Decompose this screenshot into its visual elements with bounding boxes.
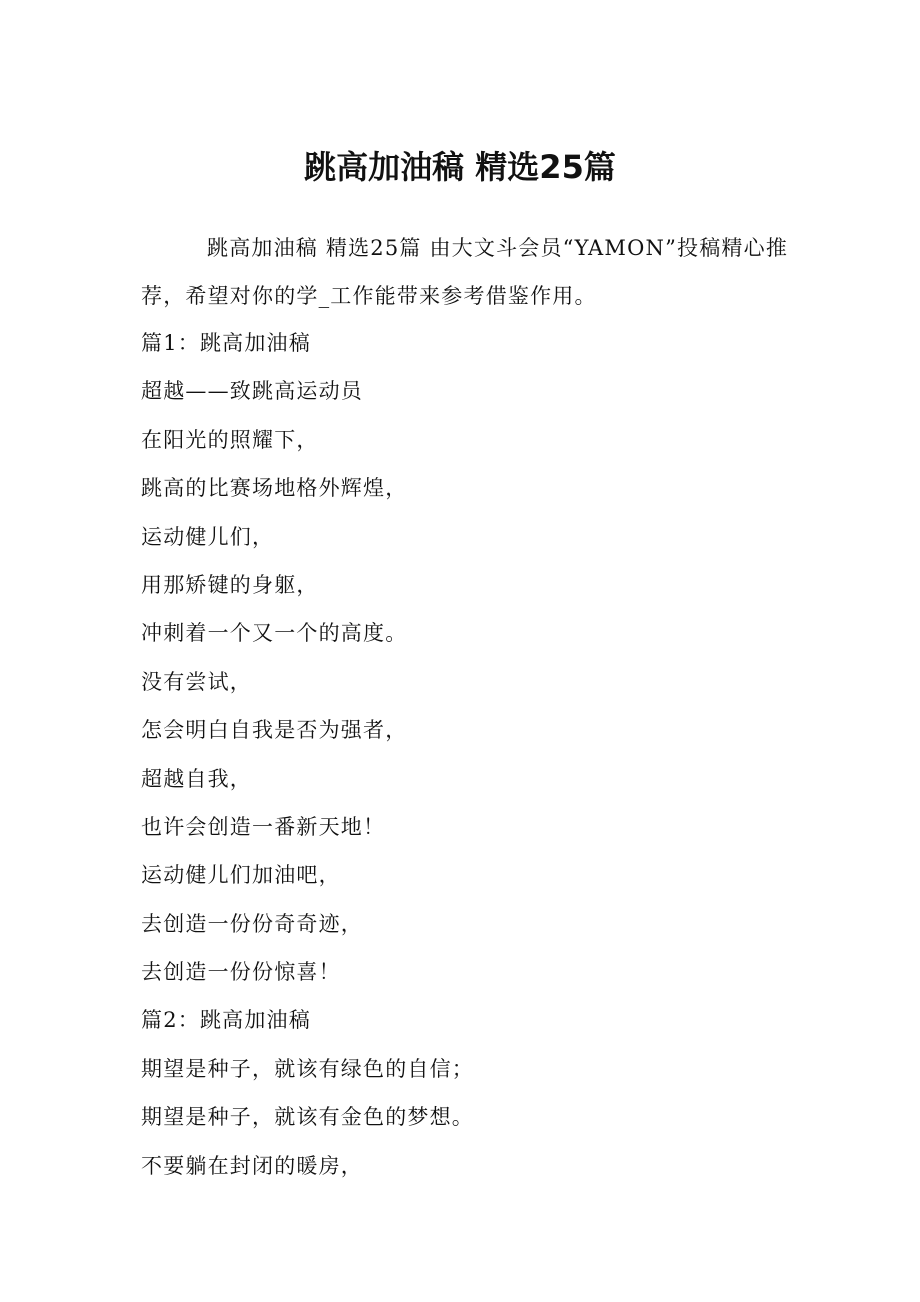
poem-lines [141,319,791,1190]
heading-part-2: 篇2：跳高加油稿 [141,1008,311,1033]
poem-line: 期望是种子，就该有绿色的自信； [141,1056,474,1081]
poem-line: 超越自我， [141,766,252,791]
document-title: 跳高加油稿 精选25篇 [304,148,616,186]
poem-line: 也许会创造一番新天地！ [141,814,386,839]
poem-subtitle: 超越——致跳高运动员 [141,379,363,404]
poem-line: 不要躺在封闭的暖房， [141,1153,363,1178]
poem-line: 冲刺着一个又一个的高度。 [141,621,408,646]
poem-line: 怎会明白自我是否为强者， [141,718,408,743]
heading-part-1: 篇1：跳高加油稿 [141,331,311,355]
poem-line: 去创造一份份奇奇迹， [141,911,363,936]
poem-line: 跳高的比赛场地格外辉煌， [141,476,408,501]
poem-line: 去创造一份份惊喜！ [141,960,341,985]
poem-line: 在阳光的照耀下， [141,427,319,452]
poem-line: 用那矫键的身躯， [141,572,319,597]
poem-line: 没有尝试， [141,669,252,694]
intro-paragraph: 跳高加油稿 精选25篇 由大文斗会员“YAMON”投稿精心推荐，希望对你的学_工作能带来参考借鉴作用。 [141,236,789,308]
poem-line: 运动健儿们， [141,524,275,549]
poem-line: 期望是种子，就该有金色的梦想。 [141,1105,474,1130]
poem-line: 运动健儿们加油吧， [141,863,341,888]
